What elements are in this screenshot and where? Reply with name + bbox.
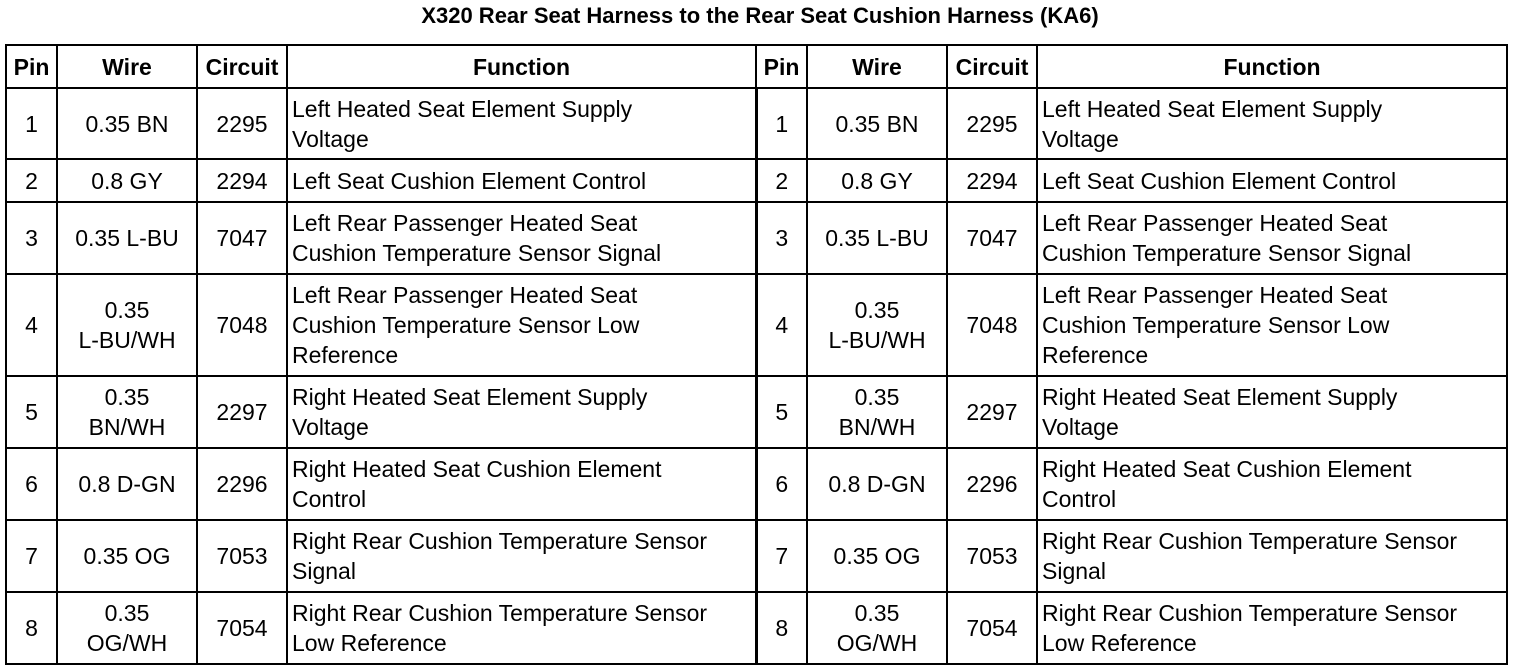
function-cell: Right Heated Seat Cushion Element Control: [287, 448, 756, 520]
pin-cell: 5: [756, 376, 807, 448]
wire-cell: 0.35 L-BU: [807, 202, 947, 274]
pin-cell: 7: [6, 520, 57, 592]
circuit-cell: 2294: [947, 159, 1037, 202]
circuit-cell: 7053: [197, 520, 287, 592]
function-cell: Left Seat Cushion Element Control: [1037, 159, 1507, 202]
function-cell: Right Rear Cushion Temperature Sensor Low Reference: [1037, 592, 1507, 664]
header-wire: Wire: [807, 45, 947, 88]
wire-cell: 0.35 OG: [807, 520, 947, 592]
function-cell: Left Rear Passenger Heated Seat Cushion Temperature Sensor Signal: [1037, 202, 1507, 274]
header-function: Function: [1037, 45, 1507, 88]
circuit-cell: 2294: [197, 159, 287, 202]
pin-cell: 3: [6, 202, 57, 274]
circuit-cell: 7048: [947, 274, 1037, 376]
circuit-cell: 7054: [947, 592, 1037, 664]
pin-cell: 5: [6, 376, 57, 448]
function-cell: Right Rear Cushion Temperature Sensor Signal: [287, 520, 756, 592]
table-row: [6, 520, 1507, 592]
header-function: Function: [287, 45, 756, 88]
function-cell: Left Rear Passenger Heated Seat Cushion Temperature Sensor Low Reference: [287, 274, 756, 376]
header-pin: Pin: [6, 45, 57, 88]
function-cell: Left Rear Passenger Heated Seat Cushion Temperature Sensor Low Reference: [1037, 274, 1507, 376]
wire-cell: 0.35 OG/WH: [807, 592, 947, 664]
table-row: [6, 274, 1507, 376]
table-body: [6, 88, 1507, 664]
wire-cell: 0.35 BN: [57, 88, 197, 159]
wire-cell: 0.35 OG/WH: [57, 592, 197, 664]
table-row: [6, 88, 1507, 159]
wire-cell: 0.35 L-BU/WH: [57, 274, 197, 376]
pin-cell: 6: [756, 448, 807, 520]
circuit-cell: 7048: [197, 274, 287, 376]
wire-cell: 0.35 BN: [807, 88, 947, 159]
wire-cell: 0.8 D-GN: [807, 448, 947, 520]
table-row: [6, 159, 1507, 202]
function-cell: Right Heated Seat Element Supply Voltage: [1037, 376, 1507, 448]
pin-cell: 3: [756, 202, 807, 274]
pin-cell: 4: [6, 274, 57, 376]
function-cell: Left Seat Cushion Element Control: [287, 159, 756, 202]
wire-cell: 0.35 BN/WH: [57, 376, 197, 448]
table-row: [6, 592, 1507, 664]
pin-cell: 4: [756, 274, 807, 376]
wire-cell: 0.8 GY: [57, 159, 197, 202]
circuit-cell: 7047: [947, 202, 1037, 274]
table-row: [6, 448, 1507, 520]
pin-cell: 2: [6, 159, 57, 202]
header-circuit: Circuit: [947, 45, 1037, 88]
circuit-cell: 2295: [947, 88, 1037, 159]
pin-cell: 6: [6, 448, 57, 520]
wire-cell: 0.35 L-BU: [57, 202, 197, 274]
header-wire: Wire: [57, 45, 197, 88]
circuit-cell: 7053: [947, 520, 1037, 592]
pin-cell: 1: [6, 88, 57, 159]
pin-cell: 7: [756, 520, 807, 592]
header-row: [6, 45, 1507, 88]
pin-cell: 8: [756, 592, 807, 664]
circuit-cell: 7054: [197, 592, 287, 664]
header-circuit: Circuit: [197, 45, 287, 88]
pin-cell: 2: [756, 159, 807, 202]
function-cell: Right Heated Seat Element Supply Voltage: [287, 376, 756, 448]
pin-cell: 8: [6, 592, 57, 664]
pin-cell: 1: [756, 88, 807, 159]
function-cell: Left Heated Seat Element Supply Voltage: [1037, 88, 1507, 159]
wire-cell: 0.35 BN/WH: [807, 376, 947, 448]
header-pin: Pin: [756, 45, 807, 88]
wire-cell: 0.8 GY: [807, 159, 947, 202]
function-cell: Left Rear Passenger Heated Seat Cushion Temperature Sensor Signal: [287, 202, 756, 274]
connector-table: [5, 44, 1508, 665]
table-row: [6, 376, 1507, 448]
table-row: [6, 202, 1507, 274]
circuit-cell: 2296: [947, 448, 1037, 520]
circuit-cell: 2296: [197, 448, 287, 520]
page-title: X320 Rear Seat Harness to the Rear Seat Cushion Harness (KA6): [421, 3, 1099, 28]
circuit-cell: 2297: [197, 376, 287, 448]
function-cell: Right Rear Cushion Temperature Sensor Low Reference: [287, 592, 756, 664]
wire-cell: 0.35 L-BU/WH: [807, 274, 947, 376]
function-cell: Right Rear Cushion Temperature Sensor Signal: [1037, 520, 1507, 592]
circuit-cell: 2295: [197, 88, 287, 159]
wire-cell: 0.8 D-GN: [57, 448, 197, 520]
circuit-cell: 2297: [947, 376, 1037, 448]
wire-cell: 0.35 OG: [57, 520, 197, 592]
circuit-cell: 7047: [197, 202, 287, 274]
function-cell: Right Heated Seat Cushion Element Control: [1037, 448, 1507, 520]
function-cell: Left Heated Seat Element Supply Voltage: [287, 88, 756, 159]
